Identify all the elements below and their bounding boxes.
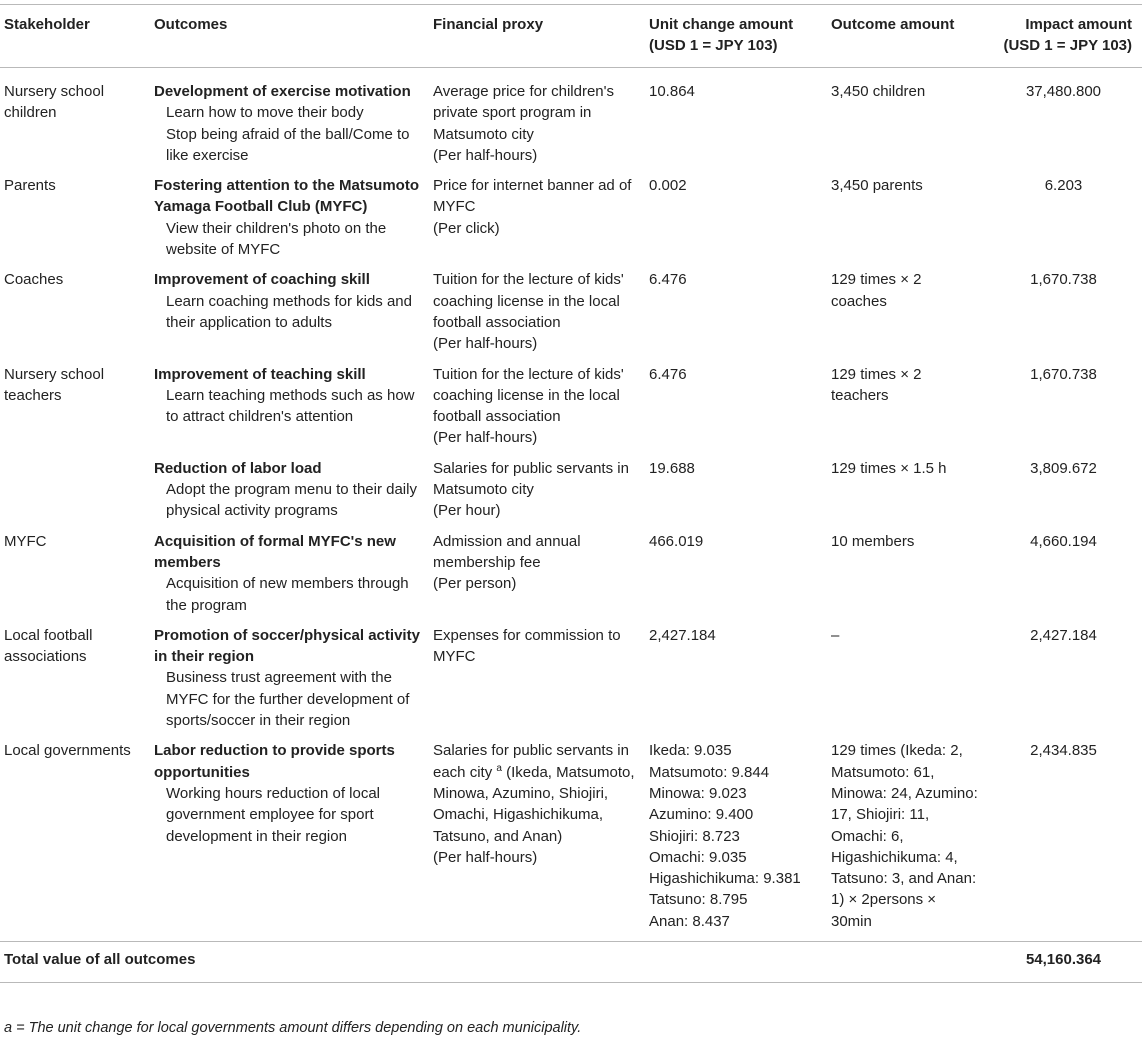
proxy-line: Expenses for commission to MYFC xyxy=(433,626,621,666)
table-row xyxy=(0,175,1142,269)
cell-impact-amount: 4,660.194 xyxy=(1030,532,1097,550)
cell-unit-change xyxy=(645,68,827,176)
cell-outcomes xyxy=(150,68,429,176)
table-row xyxy=(0,740,1142,941)
cell-stakeholder: Nursery school children xyxy=(4,83,105,122)
header-outcomes: Outcomes xyxy=(154,16,228,33)
outcome-title: Labor reduction to provide sports opportunities xyxy=(154,742,395,781)
cell-stakeholder: Local football associations xyxy=(4,626,93,666)
cell-outcome-amount: 3,450 children xyxy=(831,83,926,100)
unit-value: Shiojiri: 8.723 xyxy=(649,827,740,845)
proxy-text-cities: (Ikeda, Matsumoto, Minowa, Azumino, Shiojiri, Omachi, Higashichikuma, Tatsuno, and Anan) xyxy=(433,763,635,845)
unit-value: Matsumoto: 9.844 xyxy=(649,763,770,781)
unit-value: 6.476 xyxy=(649,365,687,383)
header-outcome-amount: Outcome amount xyxy=(831,16,955,33)
table-row xyxy=(0,269,1142,363)
cell-financial-proxy xyxy=(429,458,645,531)
cell-outcome-amount: 129 times (Ikeda: 2, Matsumoto: 61, Minowa: 24, Azumino: 17, Shiojiri: 11, Omachi: 6, Higashichikuma: 4, Tatsuno: 3, and Anan: 1) × 2persons × 30min xyxy=(831,742,978,930)
outcome-title: Improvement of teaching skill xyxy=(154,365,366,383)
impact-table xyxy=(0,4,1142,983)
cell-unit-change xyxy=(645,364,827,458)
table-row xyxy=(0,625,1142,740)
cell-stakeholder: Nursery school teachers xyxy=(4,365,105,404)
cell-outcome-amount: 129 times × 2 coaches xyxy=(831,271,922,310)
cell-financial-proxy xyxy=(429,740,645,941)
cell-outcome-amount: 129 times × 1.5 h xyxy=(831,459,947,477)
unit-value: Tatsuno: 8.795 xyxy=(649,891,748,909)
proxy-line: (Per click) xyxy=(433,219,500,237)
unit-value: 466.019 xyxy=(649,532,704,550)
cell-outcome-amount: 10 members xyxy=(831,532,915,550)
proxy-line: Tuition for the lecture of kids' coaching license in the local football association xyxy=(433,365,624,426)
proxy-line xyxy=(433,740,641,846)
outcome-description: Learn coaching methods for kids and their application to adults xyxy=(166,292,412,331)
unit-value: 0.002 xyxy=(649,177,687,195)
header-stakeholder: Stakeholder xyxy=(4,16,90,33)
cell-unit-change xyxy=(645,531,827,625)
unit-value: Ikeda: 9.035 xyxy=(649,742,732,760)
outcome-description: View their children's photo on the website of MYFC xyxy=(166,219,387,259)
cell-outcome-amount: 3,450 parents xyxy=(831,177,923,195)
outcome-description: Acquisition of new members through the program xyxy=(166,575,409,614)
unit-value: Minowa: 9.023 xyxy=(649,784,747,802)
unit-value: 2,427.184 xyxy=(649,626,716,644)
table-header xyxy=(0,5,1142,68)
cell-outcomes xyxy=(150,364,429,458)
proxy-line: (Per hour) xyxy=(433,502,501,520)
cell-impact-amount: 1,670.738 xyxy=(1030,271,1097,289)
table-row xyxy=(0,68,1142,176)
cell-unit-change xyxy=(645,269,827,363)
header-impact-amount: Impact amount (USD 1 = JPY 103) xyxy=(1003,16,1132,54)
outcome-description: Working hours reduction of local government employee for sport development in their region xyxy=(166,784,380,845)
outcome-description: Learn teaching methods such as how to attract children's attention xyxy=(166,386,415,426)
cell-financial-proxy xyxy=(429,364,645,458)
cell-impact-amount: 37,480.800 xyxy=(1025,83,1102,100)
unit-value: Higashichikuma: 9.381 xyxy=(649,870,801,888)
cell-stakeholder: MYFC xyxy=(4,532,47,550)
proxy-line: (Per half-hours) xyxy=(433,429,538,447)
total-label: Total value of all outcomes xyxy=(4,950,196,968)
cell-financial-proxy xyxy=(429,531,645,625)
outcome-title: Improvement of coaching skill xyxy=(154,271,370,289)
cell-stakeholder: Local governments xyxy=(4,742,131,760)
total-value: 54,160.364 xyxy=(1025,950,1102,968)
cell-financial-proxy xyxy=(429,175,645,269)
cell-outcomes xyxy=(150,625,429,740)
cell-stakeholder xyxy=(0,458,150,531)
outcome-title: Promotion of soccer/physical activity in their region xyxy=(154,626,420,666)
table-body xyxy=(0,68,1142,942)
cell-unit-change xyxy=(645,625,827,740)
cell-unit-change xyxy=(645,458,827,531)
outcome-description: Business trust agreement with the MYFC for the further development of sports/soccer in their region xyxy=(166,669,410,730)
proxy-line: Tuition for the lecture of kids' coaching license in the local football association xyxy=(433,271,624,331)
unit-value: Anan: 8.437 xyxy=(649,912,730,930)
outcome-title: Reduction of labor load xyxy=(154,459,322,477)
unit-value: 19.688 xyxy=(649,459,695,477)
header-financial-proxy: Financial proxy xyxy=(433,16,544,33)
proxy-line: Average price for children's private sport program in Matsumoto city xyxy=(433,83,615,143)
cell-stakeholder: Parents xyxy=(4,177,56,195)
proxy-line: Admission and annual membership fee xyxy=(433,532,581,571)
unit-value: 6.476 xyxy=(649,271,687,289)
cell-outcomes xyxy=(150,740,429,941)
outcome-description: Stop being afraid of the ball/Come to like exercise xyxy=(166,125,410,164)
cell-financial-proxy xyxy=(429,269,645,363)
cell-outcome-amount: – xyxy=(831,626,840,644)
cell-outcomes xyxy=(150,531,429,625)
unit-value: Omachi: 9.035 xyxy=(649,848,747,866)
cell-financial-proxy xyxy=(429,625,645,740)
proxy-text: Salaries for public servants in each city xyxy=(433,742,629,781)
header-unit-change: Unit change amount (USD 1 = JPY 103) xyxy=(649,16,794,54)
proxy-line: (Per half-hours) xyxy=(433,335,538,353)
footnote-marker: a xyxy=(496,762,502,774)
table-row xyxy=(0,458,1142,531)
outcome-title: Fostering attention to the Matsumoto Yamaga Football Club (MYFC) xyxy=(154,177,419,216)
unit-value: 10.864 xyxy=(649,83,695,100)
proxy-note: (Per half-hours) xyxy=(433,848,538,866)
cell-outcomes xyxy=(150,269,429,363)
outcome-title: Development of exercise motivation xyxy=(154,83,411,100)
cell-impact-amount: 2,427.184 xyxy=(1030,626,1097,644)
cell-impact-amount: 1,670.738 xyxy=(1030,365,1097,383)
proxy-line: (Per half-hours) xyxy=(433,146,538,164)
table-row xyxy=(0,364,1142,458)
outcome-description: Learn how to move their body xyxy=(166,104,364,122)
cell-unit-change xyxy=(645,740,827,941)
cell-stakeholder: Coaches xyxy=(4,271,64,289)
cell-outcomes xyxy=(150,458,429,531)
cell-impact-amount: 2,434.835 xyxy=(1030,742,1097,760)
cell-impact-amount: 3,809.672 xyxy=(1030,459,1097,477)
unit-value: Azumino: 9.400 xyxy=(649,806,754,824)
footnote: a = The unit change for local governments amount differs depending on each municipality. xyxy=(4,1020,582,1036)
cell-outcomes xyxy=(150,175,429,269)
cell-unit-change xyxy=(645,175,827,269)
cell-impact-amount: 6.203 xyxy=(1044,177,1083,195)
proxy-line: Salaries for public servants in Matsumoto city xyxy=(433,459,629,499)
cell-outcome-amount: 129 times × 2 teachers xyxy=(831,365,922,404)
proxy-line: (Per person) xyxy=(433,575,517,593)
outcome-title: Acquisition of formal MYFC's new members xyxy=(154,532,396,571)
table-row xyxy=(0,531,1142,625)
proxy-line: Price for internet banner ad of MYFC xyxy=(433,177,632,216)
total-row xyxy=(0,941,1142,982)
outcome-description: Adopt the program menu to their daily physical activity programs xyxy=(166,481,417,520)
cell-financial-proxy xyxy=(429,68,645,176)
